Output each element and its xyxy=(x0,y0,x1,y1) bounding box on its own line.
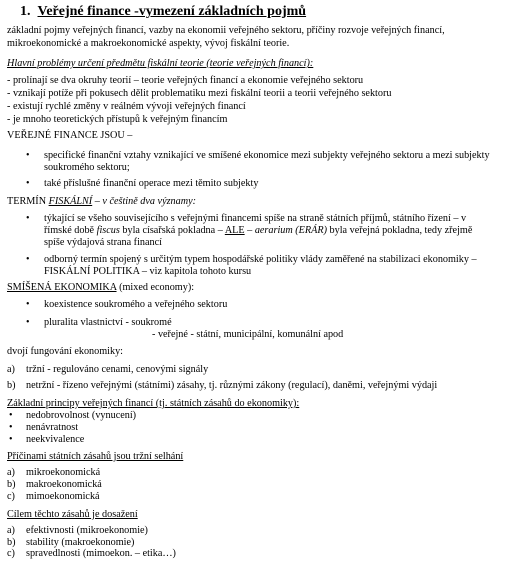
term-item-2-line-2: FISKÁLNÍ POLITIKA – viz kapitola tohoto kursu xyxy=(44,266,252,277)
causes-marker-a: a) xyxy=(7,467,15,478)
vf-item-2: také příslušné finanční operace mezi těmito subjekty xyxy=(44,178,259,189)
problems-item-4: - je mnoho teoretických přístupů k veřejným financím xyxy=(7,114,228,125)
term-ale: ALE xyxy=(224,225,245,236)
principles-item-2: nenávratnost xyxy=(26,422,79,433)
page-title xyxy=(20,3,306,21)
goal-marker-b: b) xyxy=(7,537,16,548)
goal-item-c: spravedlnosti (mimoekon. – etika…) xyxy=(26,548,176,559)
causes-title: Příčinami státních zásahů jsou tržní selhání xyxy=(7,451,184,462)
problems-item-1: - prolínají se dva okruhy teorií – teorie veřejných financí a ekonomie veřejného sektoru xyxy=(7,75,364,86)
problems-item-3: - existují rychlé změny v reálném vývoji veřejných financí xyxy=(7,101,246,112)
mixed-item-1: koexistence soukromého a veřejného sektoru xyxy=(44,299,228,310)
bullet-icon: • xyxy=(9,422,13,433)
vf-item-1-line-1: specifické finanční vztahy vznikající ve smíšené ekonomice mezi subjekty veřejného sektoru a mezi subjekty xyxy=(44,150,490,161)
vf-title: VEŘEJNÉ FINANCE JSOU – xyxy=(7,130,133,141)
heading-number: 1. xyxy=(20,4,31,19)
term-item-1-line-1: týkající se všeho souvisejícího s veřejnými financemi spíše na straně státních příjmů, státního řízení – v xyxy=(44,213,467,224)
dual-marker-b: b) xyxy=(7,380,16,391)
mixed-title-a: SMÍŠENÁ EKONOMIKA xyxy=(7,282,117,293)
bullet-icon: • xyxy=(9,434,13,445)
term-item-1-line-2 xyxy=(44,225,472,238)
dual-item-b: netržní - řízeno veřejnými (státními) zásahy, tj. různými zákony (regulací), daněmi, veřejnými výdaji xyxy=(26,380,438,391)
goal-marker-c: c) xyxy=(7,548,15,559)
goal-marker-a: a) xyxy=(7,525,15,536)
bullet-icon: • xyxy=(26,150,30,161)
goal-item-a: efektivnosti (mikroekonomie) xyxy=(26,525,148,536)
dual-title: dvojí fungování ekonomiky: xyxy=(7,346,124,357)
goal-item-b: stability (makroekonomie) xyxy=(26,537,135,548)
bullet-icon: • xyxy=(9,410,13,421)
goal-title: Cílem těchto zásahů je dosažení xyxy=(7,509,138,520)
mixed-item-2-sub: - veřejné - státní, municipální, komunální apod xyxy=(152,329,344,340)
principles-item-1: nedobrovolnost (vynucení) xyxy=(26,410,137,421)
causes-item-c: mimoekonomická xyxy=(26,491,100,502)
causes-marker-b: b) xyxy=(7,479,16,490)
term-aerarium: aerarium (ERÁR) xyxy=(254,225,327,236)
dual-marker-a: a) xyxy=(7,364,15,375)
bullet-icon: • xyxy=(26,213,30,224)
principles-title: Základní principy veřejných financí (tj. státních zásahů do ekonomiky): xyxy=(7,398,300,409)
causes-item-a: mikroekonomická xyxy=(26,467,101,478)
term-text: byla císařská pokladna – xyxy=(122,225,223,236)
bullet-icon: • xyxy=(26,178,30,189)
heading-text: Veřejné finance -vymezení základních pojmů xyxy=(37,4,307,19)
problems-title: Hlavní problémy určení předmětu fiskální teorie (teorie veřejných financí): xyxy=(7,58,314,69)
dual-item-a: tržní - regulováno cenami, cenovými signály xyxy=(26,364,209,375)
term-item-1-line-3: spíše výdajová strana financí xyxy=(44,237,162,248)
bullet-icon: • xyxy=(26,317,30,328)
bullet-icon: • xyxy=(26,299,30,310)
principles-item-3: neekvivalence xyxy=(26,434,85,445)
intro-line-2: mikroekonomické a makroekonomické aspekty, vývoj fiskální teorie. xyxy=(7,38,290,49)
term-title-a: TERMÍN xyxy=(7,196,47,207)
intro-line-1: základní pojmy veřejných financí, vazby na ekonomii veřejného sektoru, příčiny rozvoje veřejných financí, xyxy=(7,25,445,36)
causes-marker-c: c) xyxy=(7,491,15,502)
term-title-b: FISKÁLNÍ xyxy=(48,196,93,207)
term-text: – xyxy=(247,225,253,236)
causes-item-b: makroekonomická xyxy=(26,479,102,490)
term-item-2-line-1: odborný termín spojený s určitým typem hospodářské politiky vlády zaměřené na stabilizaci ekonomiky – xyxy=(44,254,477,265)
term-text: římské době xyxy=(44,225,95,236)
mixed-title xyxy=(7,282,194,295)
term-title-c: – v češtině dva významy: xyxy=(94,196,197,207)
mixed-title-b: (mixed economy): xyxy=(119,282,195,293)
term-text: byla veřejná pokladna, tedy zřejmě xyxy=(329,225,473,236)
term-fiscus: fiscus xyxy=(96,225,120,236)
bullet-icon: • xyxy=(26,254,30,265)
problems-item-2: - vznikají potíže při pokusech dělit problematiku mezi fiskální teorii a teorii veřejného sektoru xyxy=(7,88,392,99)
vf-item-1-line-2: soukromého sektoru; xyxy=(44,162,130,173)
mixed-item-2: pluralita vlastnictví - soukromé xyxy=(44,317,172,328)
term-title xyxy=(7,196,196,209)
